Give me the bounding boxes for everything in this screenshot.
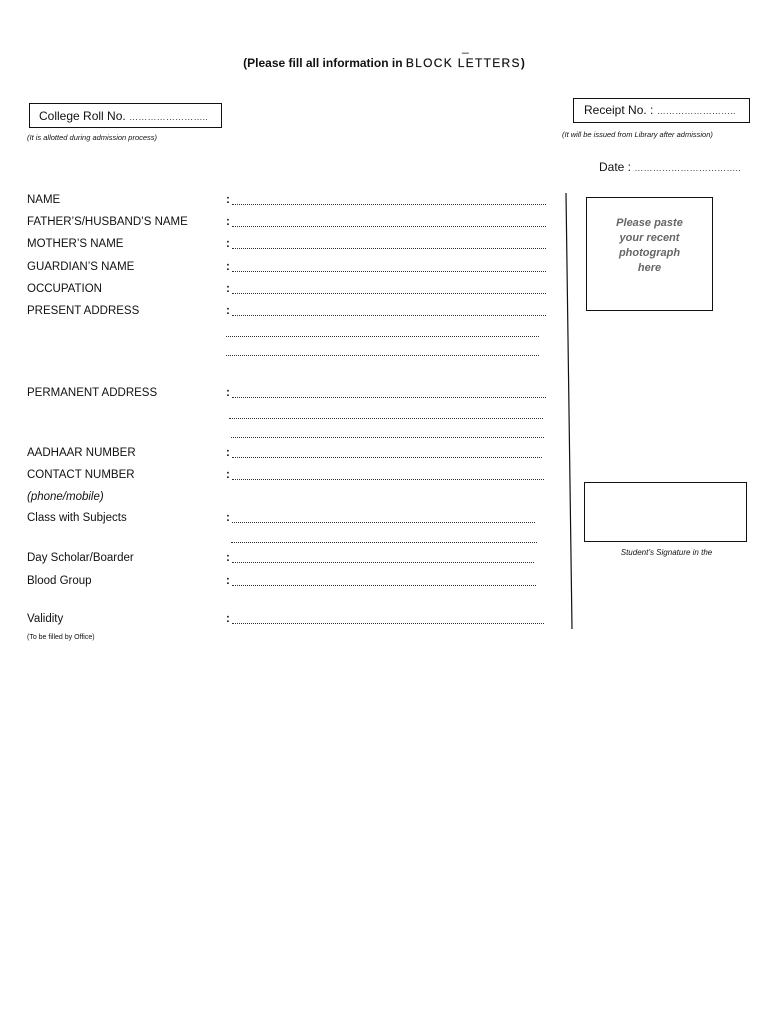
receipt-dots: …………………….. — [656, 106, 736, 116]
office-note: (To be filled by Office) — [27, 634, 95, 641]
photo-instruction — [587, 216, 712, 276]
label-name: NAME — [27, 194, 61, 206]
colon: : — [226, 552, 230, 564]
colon: : — [226, 512, 230, 524]
receipt-label: Receipt No. : — [584, 103, 654, 117]
colon: : — [226, 305, 230, 317]
class-subjects-input-line[interactable] — [232, 522, 535, 523]
father-husband-name-input-line[interactable] — [232, 226, 546, 227]
label-occupation: OCCUPATION — [27, 283, 102, 295]
instruction-heading — [0, 56, 768, 70]
present-address-input-line[interactable] — [232, 315, 546, 316]
label-permanent-address: PERMANENT ADDRESS — [27, 387, 158, 399]
label-contact-number: CONTACT NUMBER — [27, 469, 135, 481]
guardian-name-input-line[interactable] — [232, 271, 546, 272]
blood-group-input-line[interactable] — [232, 585, 536, 586]
date-dots: …………………………….. — [634, 163, 741, 173]
colon: : — [226, 387, 230, 399]
colon: : — [226, 575, 230, 587]
signature-box[interactable] — [584, 482, 747, 542]
colon: : — [226, 216, 230, 228]
class-subjects-input-line-2[interactable] — [231, 542, 537, 543]
receipt-note: (It will be issued from Library after admission) — [562, 130, 713, 139]
occupation-input-line[interactable] — [232, 293, 546, 294]
permanent-address-input-line-3[interactable] — [231, 437, 544, 438]
photo-text-line: Please paste — [616, 217, 683, 229]
label-phone-mobile: (phone/mobile) — [27, 491, 104, 503]
present-address-input-line-2[interactable] — [226, 336, 539, 337]
label-present-address: PRESENT ADDRESS — [27, 305, 140, 317]
present-address-input-line-3[interactable] — [226, 355, 539, 356]
colon: : — [226, 194, 230, 206]
title-dash: _ — [462, 40, 469, 54]
name-input-line[interactable] — [232, 204, 546, 205]
mother-name-input-line[interactable] — [232, 248, 546, 249]
label-guardian-name: GUARDIAN’S NAME — [27, 261, 135, 273]
date-field[interactable] — [599, 160, 741, 174]
colon: : — [226, 283, 230, 295]
instruction-block-letters: BLOCK LETTERS — [405, 56, 521, 70]
colon: : — [226, 238, 230, 250]
day-scholar-boarder-input-line[interactable] — [232, 562, 534, 563]
aadhaar-number-input-line[interactable] — [232, 457, 542, 458]
college-roll-label: College Roll No. — [39, 109, 126, 123]
college-roll-note: (It is allotted during admission process) — [27, 133, 158, 142]
label-mother-name: MOTHER’S NAME — [27, 238, 124, 250]
label-class-subjects: Class with Subjects — [27, 512, 127, 524]
label-validity: Validity — [27, 613, 64, 625]
signature-caption: Student’s Signature in the — [620, 548, 713, 557]
colon: : — [226, 613, 230, 625]
photo-text-line: your recent — [619, 232, 680, 244]
photo-text-line: here — [637, 262, 662, 274]
label-father-husband-name: FATHER’S/HUSBAND’S NAME — [27, 216, 188, 228]
validity-input-line[interactable] — [232, 623, 544, 624]
college-roll-box[interactable] — [29, 103, 222, 128]
receipt-box[interactable] — [573, 98, 750, 123]
permanent-address-input-line-2[interactable] — [229, 418, 543, 419]
colon: : — [226, 447, 230, 459]
instruction-suffix: ) — [520, 56, 525, 70]
instruction-prefix: (Please fill all information in — [243, 56, 406, 70]
college-roll-dots: …………………….. — [129, 112, 209, 122]
colon: : — [226, 469, 230, 481]
vertical-divider — [565, 193, 573, 629]
label-blood-group: Blood Group — [27, 575, 92, 587]
label-day-scholar-boarder: Day Scholar/Boarder — [27, 552, 134, 564]
contact-number-input-line[interactable] — [232, 479, 544, 480]
photo-box[interactable] — [586, 197, 713, 311]
label-aadhaar-number: AADHAAR NUMBER — [27, 447, 136, 459]
colon: : — [226, 261, 230, 273]
photo-text-line: photograph — [618, 247, 681, 259]
permanent-address-input-line[interactable] — [232, 397, 546, 398]
date-label: Date : — [599, 160, 632, 174]
